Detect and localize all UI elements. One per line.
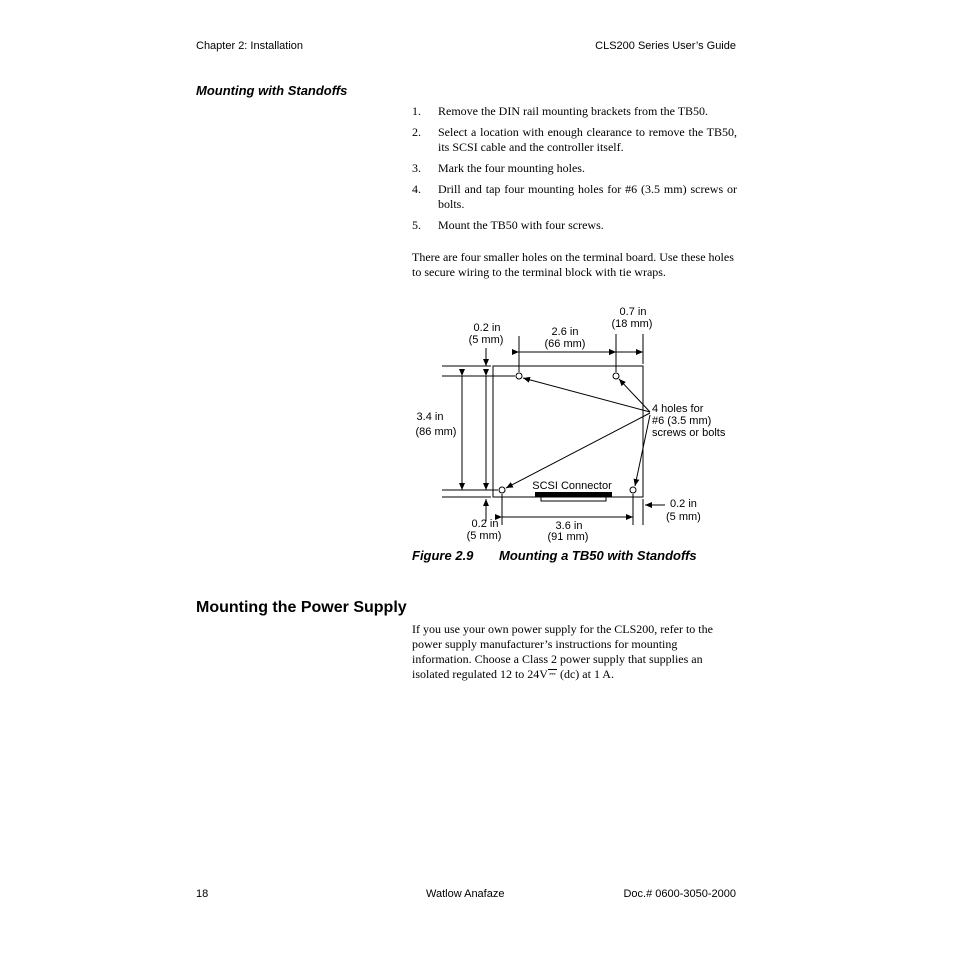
dim-label: 0.7 in (619, 306, 647, 318)
mounting-hole (499, 487, 505, 493)
mounting-hole (613, 373, 619, 379)
running-header-title: CLS200 Series User’s Guide (595, 40, 736, 52)
figure-caption-number: Figure 2.9 (412, 548, 474, 563)
list-item: 2. Select a location with enough clearance to remove the TB50, its SCSI cable and the controller itself. (412, 125, 737, 154)
mounting-hole (516, 373, 522, 379)
running-header-chapter: Chapter 2: Installation (196, 40, 304, 52)
dim-label: 0.2 in (471, 518, 499, 530)
leader-line (523, 378, 650, 412)
dim-label: 2.6 in (551, 326, 579, 338)
footer-company: Watlow Anafaze (426, 888, 505, 900)
list-item: 4. Drill and tap four mounting holes for #6 (3.5 mm) screws or bolts. (412, 182, 737, 211)
board-outline (493, 366, 643, 497)
dim-label: 0.2 in (473, 322, 501, 334)
dim-label: (5 mm) (466, 530, 502, 542)
scsi-connector (535, 492, 612, 497)
section-heading-standoffs: Mounting with Standoffs (196, 83, 348, 98)
power-supply-paragraph: If you use your own power supply for the CLS200, refer to the power supply manufacturer’s instructions for mounting information. Choose a Class 2 power supply that supplies an isolated regulated 12 to 24V⎓ (dc) at 1 A. (412, 622, 713, 681)
dim-label: (91 mm) (547, 531, 589, 543)
dim-label: (86 mm) (415, 426, 457, 438)
dim-label: (5 mm) (666, 511, 701, 523)
holes-label: #6 (3.5 mm) (652, 415, 712, 427)
dim-label: (5 mm) (468, 334, 504, 346)
leader-line (506, 413, 650, 488)
section-heading-power-supply: Mounting the Power Supply (196, 599, 407, 616)
list-item: 3. Mark the four mounting holes. (412, 161, 585, 175)
dim-label: 3.6 in (555, 520, 583, 532)
holes-label: 4 holes for (652, 403, 704, 415)
footer-doc-number: Doc.# 0600-3050-2000 (623, 888, 736, 900)
figure-caption-text: Mounting a TB50 with Standoffs (499, 548, 697, 563)
page-number: 18 (196, 888, 209, 900)
dim-label: 3.4 in (416, 411, 444, 423)
scsi-connector-base (541, 497, 606, 501)
dc-symbol-icon: ⎓ (549, 669, 556, 678)
list-item: 1. Remove the DIN rail mounting brackets from the TB50. (412, 104, 709, 118)
list-item: 5. Mount the TB50 with four screws. (412, 218, 604, 232)
leader-line (619, 379, 650, 412)
terminal-board-note: There are four smaller holes on the terminal board. Use these holes to secure wiring to the terminal block with tie wraps. (412, 250, 734, 279)
mounting-hole (630, 487, 636, 493)
dim-label: (18 mm) (611, 318, 653, 330)
dim-label: 0.2 in (670, 498, 697, 510)
scsi-label: SCSI Connector (532, 480, 612, 492)
holes-label: screws or bolts (652, 427, 726, 439)
dim-label: (66 mm) (544, 338, 586, 350)
